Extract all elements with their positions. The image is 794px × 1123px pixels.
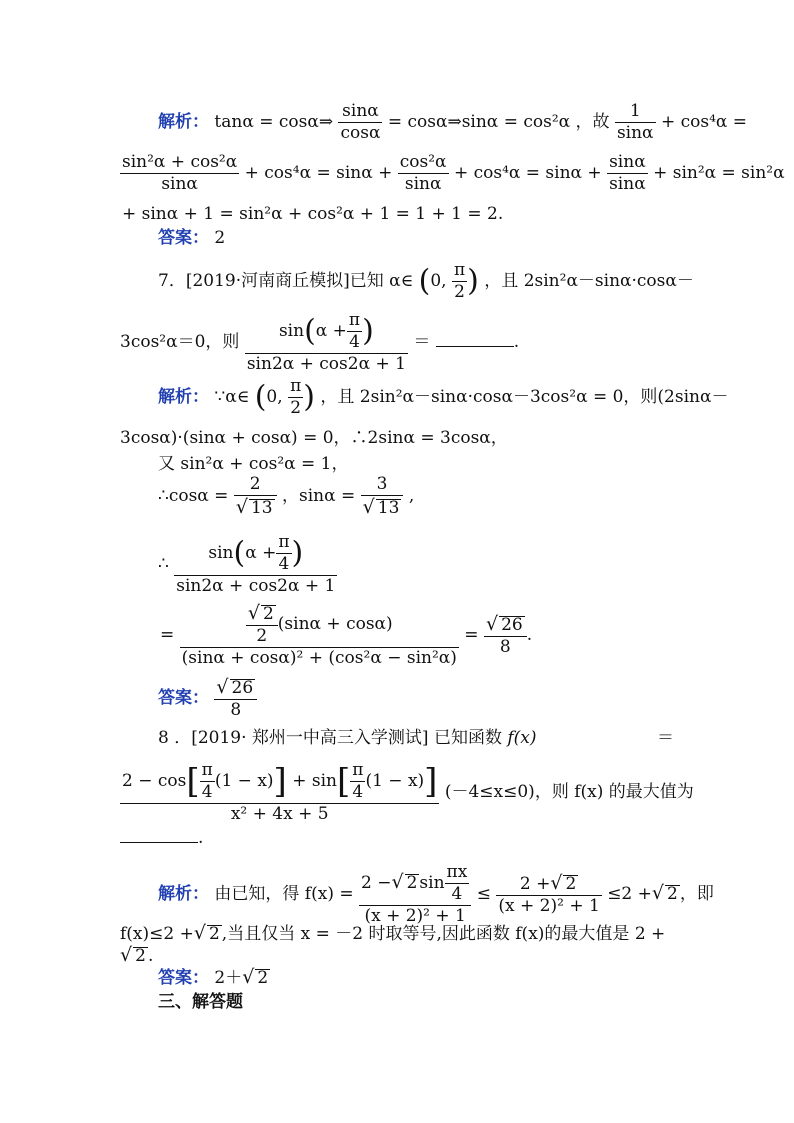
answer-blank xyxy=(120,842,198,843)
fraction: $\frac{\sin\alpha}{\sin\alpha}$ xyxy=(609,152,646,194)
fraction: sin(α + $\frac{\pi}{4}$ ) sin2α + cos2α + 1 xyxy=(176,532,336,596)
p6-solution-line3: + sinα + 1 = sin²α + cos²α + 1 = 1 + 1 = 2. xyxy=(122,204,504,224)
fraction: $\frac{\pi}{2}$ xyxy=(290,376,302,418)
p7-answer xyxy=(158,678,257,719)
solution-label: 解析： xyxy=(158,884,209,904)
fraction: $\frac{√ 2}{2}$ (sinα + cosα) (sinα + cosα)² + (cos²α − sin²α) xyxy=(181,602,457,668)
answer-blank xyxy=(436,346,514,347)
answer-label: 答案： xyxy=(158,228,209,248)
fraction: $\frac{1}{\sin\alpha}$ xyxy=(616,101,654,143)
p6-solution-line2: $\frac{\text{sin²α + cos²α}}{\sin\alpha}$ + cos⁴α = sinα + $\frac{\text{cos²α}}{\sin\alpha}$ + cos⁴α = sinα + $\frac{\sin\alpha}{\sin\alpha}$ + sin²α = sin²α xyxy=(122,152,785,194)
p8-question-line1: 8 ．[2019· 郑州一中高三入学测试] 已知函数 f(x) ＝ xyxy=(158,728,674,748)
fraction: $\frac{√ 26}{8}$ xyxy=(484,615,527,656)
fraction: $\frac{\pi}{2}$ xyxy=(453,260,466,302)
fraction: $\frac{2}{√ 13}$ xyxy=(234,476,277,517)
p7-question-line2: 3cos²α＝0，则 sin(α + $\frac{\pi}{4}$ ) sin2α + cos2α + 1 ＝ . xyxy=(120,310,520,374)
p7-solution-line2: 3cosα)·(sinα + cosα) = 0，∴2sinα = 3cosα， xyxy=(120,428,508,448)
fraction: $\frac{√ 26}{8}$ xyxy=(214,678,257,719)
answer-label: 答案： xyxy=(158,688,209,708)
fraction: $\frac{\text{cos²α}}{\sin\alpha}$ xyxy=(399,152,447,194)
section-heading: 三、解答题 xyxy=(158,992,243,1012)
p8-answer: 答案： 2＋√ 2 xyxy=(158,966,269,988)
fraction: 2 − cos[ $\frac{\pi}{4}$ (1 − x)] + sin[ $\frac{\pi}{4}$ (1 − x)] x² + 4x + 5 xyxy=(122,760,438,824)
fraction: $\frac{\text{sin²α + cos²α}}{\sin\alpha}$ xyxy=(122,152,238,194)
fraction: $\frac{3}{√ 13}$ xyxy=(361,476,404,517)
p8-solution-line2: f(x)≤2 +√ 2 ,当且仅当 x = －2 时取等号,因此函数 f(x)的最大值是 2 + xyxy=(120,922,666,944)
p6-solution-line1: 解析： tanα = cosα⇒ $\frac{\sin\alpha}{\cos\alpha}$ = cosα⇒sinα = cos²α ，故 $\frac{1}{\sin\alpha}$ + cos⁴α = xyxy=(158,101,748,143)
fraction: sin(α + $\frac{\pi}{4}$ ) sin2α + cos2α + 1 xyxy=(246,310,406,374)
p7-solution-line1: 解析： ∵α∈ (0, $\frac{\pi}{2}$ ) ，且 2sin²α－sinα·cosα－3cos²α = 0，则(2sinα－ xyxy=(158,376,729,418)
p6-answer: 答案： 2 xyxy=(158,228,226,248)
p8-question-line3: . xyxy=(120,830,203,847)
fraction: $\frac{\sin\alpha}{\cos\alpha}$ xyxy=(340,101,381,143)
p7-question-line1: 7．[2019·河南商丘模拟]已知 α∈ (0, $\frac{\pi}{2}$ ) ，且 2sin²α－sinα·cosα－ xyxy=(158,260,694,302)
p8-solution-line3: √ 2 . xyxy=(120,944,154,966)
answer-label: 答案： xyxy=(158,968,209,988)
p7-solution-line3: 又 sin²α + cos²α = 1， xyxy=(158,454,349,474)
p8-question-line2: 2 − cos[ $\frac{\pi}{4}$ (1 − x)] + sin[ $\frac{\pi}{4}$ (1 − x)] x² + 4x + 5 (－4≤x≤0)，则 f(x) 的最大值为 xyxy=(122,760,694,824)
solution-label: 解析： xyxy=(158,112,209,132)
p7-solution-line4: ∴cosα = $\frac{2}{√ 13}$ ，sinα = $\frac{3}{√ 13}$ , xyxy=(158,474,415,518)
p7-solution-line6: = $\frac{√ 2}{2}$ (sinα + cosα) (sinα + cosα)² + (cos²α − sin²α) = $\frac{√ 26}{8}$ . xyxy=(160,602,533,668)
fraction: $\frac{2 +√ 2}{\text{(x + 2)² + 1}}$ xyxy=(498,872,600,916)
solution-label: 解析： xyxy=(158,387,209,407)
p7-solution-line5: ∴ sin(α + $\frac{\pi}{4}$ ) sin2α + cos2α + 1 xyxy=(158,532,336,596)
fraction: 2 −√ 2 sin $\frac{\pi x}{4}$ (x + 2)² + 1 xyxy=(359,864,471,925)
p8-solution-line1: 解析： 由已知，得 f(x) = 2 −√ 2 sin $\frac{\pi x}{4}$ (x + 2)² + 1 ≤ $\frac{2 +√ 2}{\text{(x + 2)² + 1}}$ ≤2 +√ 2 ，即 xyxy=(158,862,714,926)
